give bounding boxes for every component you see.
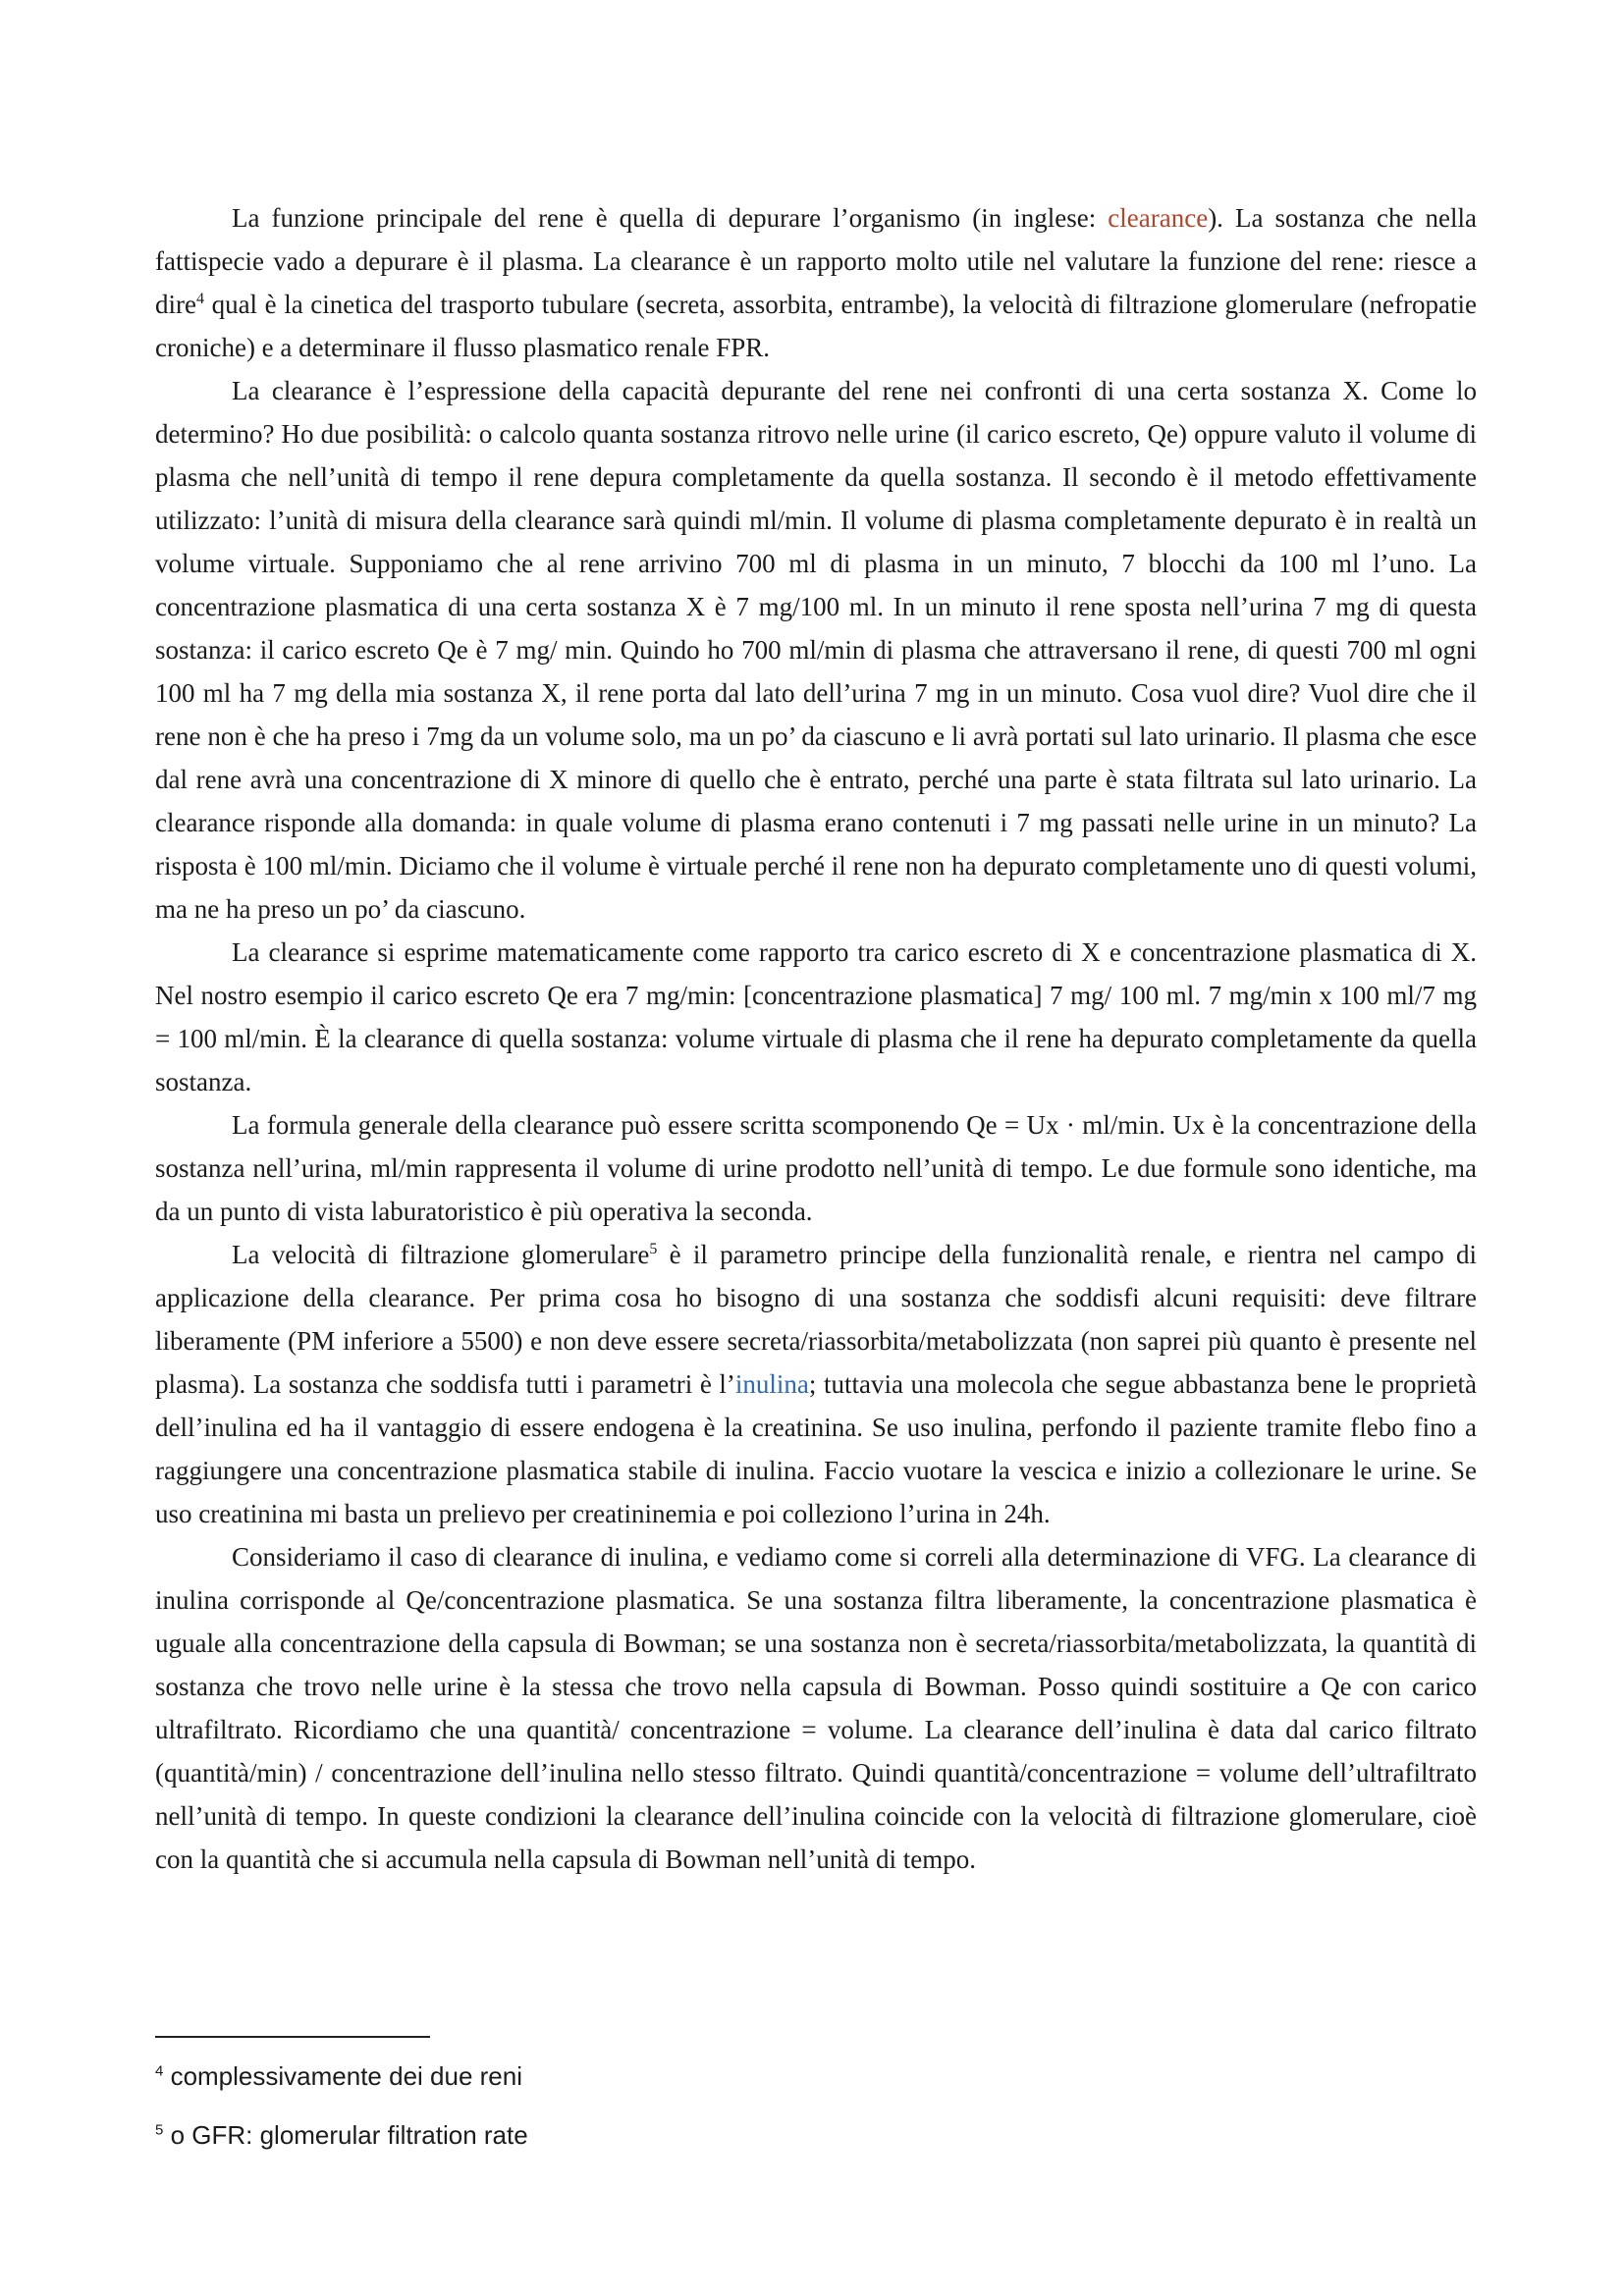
footnote-ref-5: 5 [649, 1241, 658, 1257]
p5-text-mid: è il parametro principe della funzionalità renale, e rientra nel campo di applicazione della clearance. Per prima cosa ho bisogno di una sostanza che soddisfi alcuni requisiti: deve filtrare liberamente (PM inferiore a 5500) e non deve essere secreta/riassorbita/metabolizzata (non saprei più quanto è presente nel plasma). La sostanza che soddisfa tutti i parametri è l’ [155, 1240, 1477, 1399]
footnote-4-number: 4 [155, 2062, 164, 2080]
p1-text-start: La funzione principale del rene è quella di depurare l’organismo (in inglese: [232, 203, 1109, 233]
clearance-term: clearance [1108, 203, 1209, 233]
inulina-term: inulina [734, 1369, 809, 1399]
p1-text-mid: ). La sostanza che nella fattispecie vado a depurare è il plasma. La clearance è un rapporto molto utile nel valutare la funzione del rene: riesce a dire [155, 203, 1478, 319]
p1-text-end: qual è la cinetica del trasporto tubulare (secreta, assorbita, entrambe), la velocità di filtrazione glomerulare (nefropatie croniche) e a determinare il flusso plasmatico renale FPR. [155, 290, 1477, 362]
footnote-4 [155, 2059, 522, 2093]
paragraph-6: Consideriamo il caso di clearance di inulina, e vediamo come si correli alla determinazione di VFG. La clearance di inulina corrisponde al Qe/concentrazione plasmatica. Se una sostanza filtra liberamente, la concentrazione plasmatica è uguale alla concentrazione della capsula di Bowman; se una sostanza non è secreta/riassorbita/metabolizzata, la quantità di sostanza che trovo nelle urine è la stessa che trovo nella capsula di Bowman. Posso quindi sostituire a Qe con carico ultrafiltrato. Ricordiamo che una quantità/ concentrazione = volume. La clearance dell’inulina è data dal carico filtrato (quantità/min) / concentrazione dell’inulina nello stesso filtrato. Quindi quantità/concentrazione = volume dell’ultrafiltrato nell’unità di tempo. In queste condizioni la clearance dell’inulina coincide con la velocità di filtrazione glomerulare, cioè con la quantità che si accumula nella capsula di Bowman nell’unità di tempo. [155, 1542, 1477, 1874]
footnote-5-number: 5 [155, 2121, 164, 2139]
footnote-4-text: complessivamente dei due reni [163, 2061, 522, 2091]
footnote-5-text: o GFR: glomerular filtration rate [163, 2120, 528, 2150]
paragraph-1 [155, 196, 1477, 369]
footnote-separator [155, 2036, 430, 2038]
p5-text-end: ; tuttavia una molecola che segue abbastanza bene le proprietà dell’inulina ed ha il vantaggio di essere endogena è la creatinina. Se uso inulina, perfondo il paziente tramite flebo fino a raggiungere una concentrazione plasmatica stabile di inulina. Faccio vuotare la vescica e inizio a collezionare le urine. Se uso creatinina mi basta un prelievo per creatininemia e poi colleziono l’urina in 24h. [155, 1369, 1477, 1528]
paragraph-3: La clearance si esprime matematicamente come rapporto tra carico escreto di X e concentrazione plasmatica di X. Nel nostro esempio il carico escreto Qe era 7 mg/min: [concentrazione plasmatica] 7 mg/ 100 ml. 7 mg/min x 100 ml/7 mg = 100 ml/min. È la clearance di quella sostanza: volume virtuale di plasma che il rene ha depurato completamente da quella sostanza. [155, 937, 1477, 1096]
p5-text-start: La velocità di filtrazione glomerulare [232, 1240, 650, 1269]
paragraph-4: La formula generale della clearance può essere scritta scomponendo Qe = Ux · ml/min. Ux è la concentrazione della sostanza nell’urina, ml/min rappresenta il volume di urine prodotto nell’unità di tempo. Le due formule sono identiche, ma da un punto di vista laburatoristico è più operativa la seconda. [155, 1110, 1477, 1226]
footnote-5 [155, 2118, 528, 2152]
document-body [155, 196, 1477, 1881]
paragraph-5 [155, 1233, 1477, 1535]
paragraph-2: La clearance è l’espressione della capacità depurante del rene nei confronti di una certa sostanza X. Come lo determino? Ho due posibilità: o calcolo quanta sostanza ritrovo nelle urine (il carico escreto, Qe) oppure valuto il volume di plasma che nell’unità di tempo il rene depura completamente da quella sostanza. Il secondo è il metodo effettivamente utilizzato: l’unità di misura della clearance sarà quindi ml/min. Il volume di plasma completamente depurato è in realtà un volume virtuale. Supponiamo che al rene arrivino 700 ml di plasma in un minuto, 7 blocchi da 100 ml l’uno. La concentrazione plasmatica di una certa sostanza X è 7 mg/100 ml. In un minuto il rene sposta nell’urina 7 mg di questa sostanza: il carico escreto Qe è 7 mg/ min. Quindo ho 700 ml/min di plasma che attraversano il rene, di questi 700 ml ogni 100 ml ha 7 mg della mia sostanza X, il rene porta dal lato dell’urina 7 mg in un minuto. Cosa vuol dire? Vuol dire che il rene non è che ha preso i 7mg da un volume solo, ma un po’ da ciascuno e li avrà portati sul lato urinario. Il plasma che esce dal rene avrà una concentrazione di X minore di quello che è entrato, perché una parte è stata filtrata sul lato urinario. La clearance risponde alla domanda: in quale volume di plasma erano contenuti i 7 mg passati nelle urine in un minuto? La risposta è 100 ml/min. Diciamo che il volume è virtuale perché il rene non ha depurato completamente uno di questi volumi, ma ne ha preso un po’ da ciascuno. [155, 376, 1477, 924]
footnote-ref-4: 4 [195, 291, 204, 307]
